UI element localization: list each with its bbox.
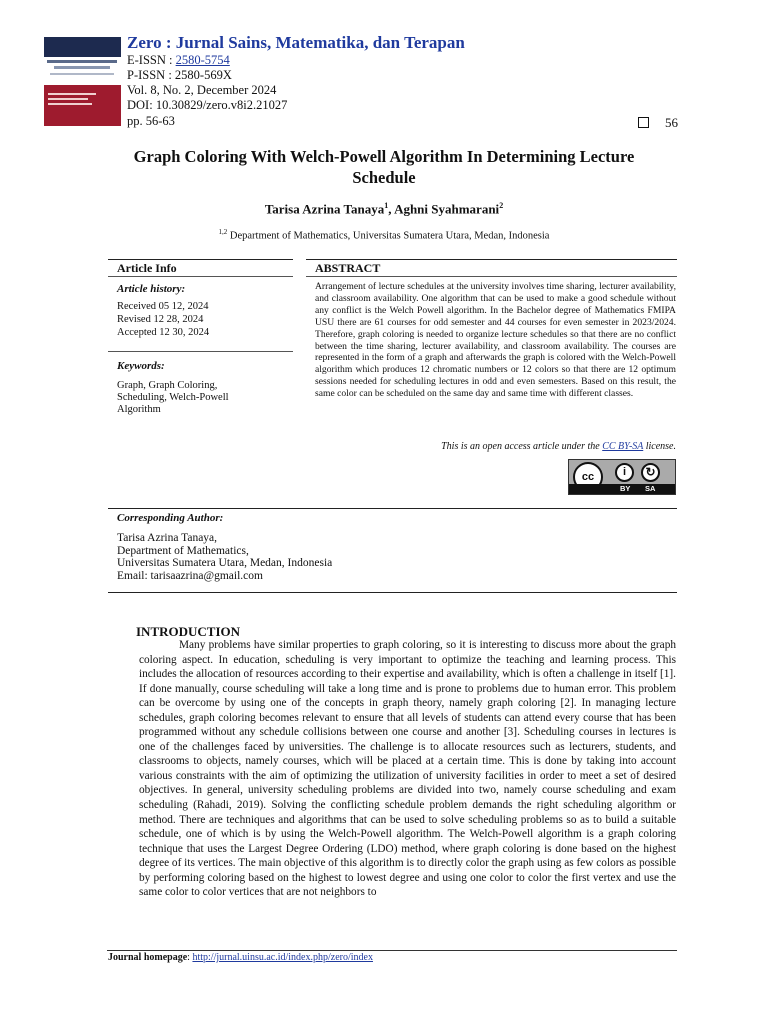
corresponding-email[interactable]: Email: tarisaazrina@gmail.com: [117, 569, 263, 582]
abstract-top-rule: [306, 259, 677, 260]
corresponding-name: Tarisa Azrina Tanaya,: [117, 532, 218, 544]
oa-prefix: This is an open access article under the: [441, 441, 603, 452]
introduction-heading: INTRODUCTION: [136, 624, 241, 639]
cc-by-label: BY: [620, 484, 631, 493]
pages-line: pp. 56-63: [127, 114, 175, 128]
corresponding-rule: [108, 508, 677, 509]
abstract-heading: ABSTRACT: [315, 261, 381, 275]
history-heading: Article history:: [117, 283, 186, 295]
cc-sa-label: SA: [645, 484, 656, 493]
accepted-date: Accepted 12 30, 2024: [117, 327, 210, 338]
homepage-label: Journal homepage: [108, 952, 188, 963]
corresponding-heading: Corresponding Author:: [117, 512, 224, 524]
pissn-line: P-ISSN : 2580-569X: [127, 68, 232, 82]
homepage-link[interactable]: http://jurnal.uinsu.ac.id/index.php/zero/index: [192, 952, 373, 963]
article-info-sub-rule: [108, 276, 293, 277]
affiliation: [100, 228, 668, 242]
cc-label-strip: [569, 484, 676, 494]
author-name: Aghni Syahmarani: [394, 201, 500, 217]
eissn-line: [127, 53, 230, 68]
abstract-text: Arrangement of lecture schedules at the university involves time sharing, lecturer availability, and classroom availability. One algorithm that can be used to make a good schedule without any conflict is the Welch Powell algorithm. In the Bachelor degree of Mathematics FMIPA USU there are 61 courses for odd semester and 44 courses for even semester in 2023/2024. Therefore, graph coloring is needed to organize lecture schedules so that there are no conflict between the time sharing, lecturer availability, and classroom availability. The courses are represented in the form of a graph and afterwards the graph is colored with the Welch-Powell algorithm which produces 12 chromatic numbers or 12 colors so that there are 12 optimum sessions needed for scheduling lectures in odd and even semesters. Based on this result, the same color can be scheduled on the same day and same time with different classes.: [315, 281, 676, 400]
affil-text: Department of Mathematics, Universitas Sumatera Utara, Medan, Indonesia: [227, 230, 550, 242]
share-alike-icon: ↻: [641, 463, 660, 482]
author-list: [100, 201, 668, 217]
keywords-line: Graph, Graph Coloring,: [117, 380, 218, 391]
doi-line: DOI: 10.30829/zero.v8i2.21027: [127, 98, 288, 112]
author-affil-mark: 1: [384, 201, 389, 210]
abstract-sub-rule: [306, 276, 677, 277]
eissn-link[interactable]: 2580-5754: [175, 53, 230, 67]
homepage-sep: :: [187, 952, 193, 963]
keywords-line: Algorithm: [117, 404, 161, 415]
square-bullet-icon: [638, 117, 649, 128]
keywords-line: Scheduling, Welch-Powell: [117, 392, 229, 403]
revised-date: Revised 12 28, 2024: [117, 314, 204, 325]
received-date: Received 05 12, 2024: [117, 301, 209, 312]
article-info-heading: Article Info: [117, 261, 177, 275]
corresponding-univ: Universitas Sumatera Utara, Medan, Indonesia: [117, 557, 333, 570]
eissn-label: E-ISSN :: [127, 53, 176, 67]
keywords-rule: [108, 351, 293, 352]
journal-cover-image: [44, 37, 121, 126]
cc-by-sa-badge[interactable]: [568, 459, 676, 495]
author-affil-mark: 2: [499, 201, 504, 210]
cc-icon: cc: [573, 462, 603, 492]
corresponding-dept: Department of Mathematics,: [117, 544, 249, 557]
author-separator: ,: [388, 201, 395, 217]
affil-mark: 1,2: [218, 228, 228, 236]
cc-by-sa-link[interactable]: CC BY-SA: [602, 441, 644, 452]
open-access-note: [315, 441, 676, 452]
oa-suffix: license.: [643, 441, 676, 452]
page-number: [638, 115, 678, 131]
keywords-heading: Keywords:: [117, 360, 165, 372]
author-name: Tarisa Azrina Tanaya: [264, 201, 385, 217]
introduction-text: Many problems have similar properties to graph coloring, so it is interesting to discuss more about the graph coloring aspect. In education, scheduling is very important to optimize the teaching and learning process. This includes the allocation of resources according to their expertise and availability, which is often a challenge in itself [1]. If done manually, course scheduling will take a long time and is prone to problems due to human error. This problem can be overcome by using one of the concepts in graph theory, namely graph coloring [2]. In managing lecture schedules, graph coloring becomes relevant to ensure that all levels of students can attend every course that has been programmed without any schedule collisions between one course and another [3]. Scheduling courses in lectures is one of the challenges faced by universities. The challenge is to allocate resources such as lecturers, students, and classrooms to objects, namely courses, which will be placed at a certain time. This is done by taking into account various constraints with the aim of optimizing the utilization of university facilities in order to meet a set of desired objectives. In general, university scheduling problems are divided into two, namely course scheduling and exam scheduling (Rahadi, 2019). Solving the conflicting schedule problem demands the right scheduling algorithm or method. There are techniques and algorithms that can be used to solve scheduling problems so as to build a suitable schedule, one of which is by using the Welch-Powell algorithm. The Welch-Powell algorithm is a graph coloring technique that uses the Largest Degree Ordering (LDO) method, where graph coloring is done based on the highest degree of its vertices. The main objective of this algorithm is to directly color the graph using as few colors as possible by performing coloring based on the highest to lowest degree and using one color to color the first vertex and use the same color to color vertices that are not neighbors to: [139, 639, 676, 899]
person-icon: i: [615, 463, 634, 482]
page-number-value: 56: [665, 115, 678, 130]
paper-title: Graph Coloring With Welch-Powell Algorithm In Determining Lecture Schedule: [133, 147, 635, 187]
journal-title: Zero : Jurnal Sains, Matematika, dan Terapan: [127, 33, 465, 52]
volume-line: Vol. 8, No. 2, December 2024: [127, 83, 277, 97]
article-info-top-rule: [108, 259, 293, 260]
corresponding-block: [117, 532, 332, 582]
footer: [108, 952, 373, 963]
corresponding-bottom-rule: [108, 592, 677, 593]
footer-rule: [107, 950, 677, 951]
